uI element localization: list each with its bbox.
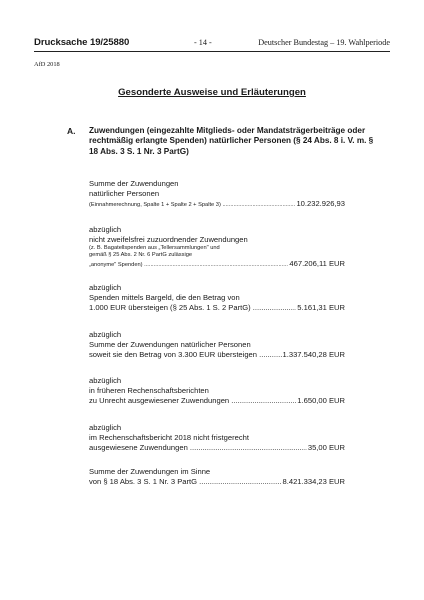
entry-value: 8.421.334,23 EUR [282, 476, 345, 486]
section-heading: Zuwendungen (eingezahlte Mitglieds- oder Mandatsträgerbeiträge oder rechtmäßig erlangte Spenden) natürlicher Personen (§ 24 Abs. 8 i. V. m. § 18 Abs. 3 S. 1 Nr. 3 PartG) [89, 126, 374, 156]
entry-sum-total [89, 179, 345, 209]
entry-lead-text: ausgewiesene Zuwendungen ..... [89, 443, 307, 453]
parliament-label: Deutscher Bundestag – 19. Wahlperiode [258, 38, 390, 47]
entry-line: abzüglich [89, 423, 122, 432]
entry-lead-text: zu Unrecht ausgewiesener Zuwendungen ..... [89, 396, 296, 406]
entry-line: abzüglich [89, 225, 122, 234]
entry-bargeld [89, 283, 345, 312]
drucksache-number: Drucksache 19/25880 [34, 37, 130, 48]
entry-lead-text: (Einnahmerechnung, Spalte 1 + Spalte 2 + Spalte 3) ..... [89, 202, 295, 209]
entry-value: 1.650,00 EUR [297, 395, 345, 405]
entry-line: abzüglich [89, 283, 122, 292]
entry-value: 1.337.540,28 EUR [282, 349, 345, 359]
entry-frueher [89, 376, 345, 405]
party-year-label: AfD 2018 [34, 61, 60, 68]
page-title: Gesonderte Ausweise und Erläuterungen [118, 87, 306, 98]
entry-leader-row [89, 350, 345, 360]
entry-bagatell [89, 225, 345, 269]
entry-line: abzüglich [89, 330, 122, 339]
entry-note: (z. B. Bagatellspenden aus „Tellersammlungen" und [89, 244, 220, 251]
entry-leader-row [89, 477, 345, 487]
entry-line: Summe der Zuwendungen [89, 179, 179, 188]
entry-value: 35,00 EUR [307, 442, 345, 452]
entry-line: abzüglich [89, 376, 122, 385]
entry-lead-text: „anonyme" Spenden) ..... [89, 262, 288, 269]
entry-note: gemäß § 25 Abs. 2 Nr. 6 PartG zulässige [89, 251, 193, 258]
entry-line: natürlicher Personen [89, 188, 160, 198]
entry-nicht-fristgerecht [89, 423, 345, 452]
page-number: - 14 - [194, 38, 212, 47]
entry-value: 10.232.926,93 [296, 198, 345, 208]
entry-lead-text: 1.000 EUR übersteigen (§ 25 Abs. 1 S. 2 PartG) ..... [89, 303, 296, 313]
entry-leader-row [89, 303, 345, 313]
entry-leader-row [89, 199, 345, 209]
entry-line: Spenden mittels Bargeld, die den Betrag von [89, 292, 240, 302]
entry-leader-row [89, 259, 345, 269]
entry-leader-row [89, 396, 345, 406]
entry-line: Summe der Zuwendungen im Sinne [89, 467, 211, 476]
entry-sum-partg [89, 467, 345, 487]
header-rule [34, 51, 390, 52]
entry-value: 467.206,11 EUR [289, 259, 345, 268]
entry-value: 5.161,31 EUR [297, 302, 345, 312]
entry-line: Summe der Zuwendungen natürlicher Personen [89, 339, 251, 349]
entry-leader-row [89, 443, 345, 453]
entry-lead-text: soweit sie den Betrag von 3.300 EUR übersteigen ..... [89, 350, 282, 360]
entry-line: in früheren Rechenschaftsberichten [89, 385, 209, 395]
entry-line: im Rechenschaftsbericht 2018 nicht fristgerecht [89, 432, 249, 442]
section-letter: A. [67, 126, 76, 136]
entry-lead-text: von § 18 Abs. 3 S. 1 Nr. 3 PartG ..... [89, 477, 282, 487]
entry-line: nicht zweifelsfrei zuzuordnender Zuwendungen [89, 234, 248, 244]
page-header [34, 37, 390, 50]
entry-ueber-3300 [89, 330, 345, 359]
